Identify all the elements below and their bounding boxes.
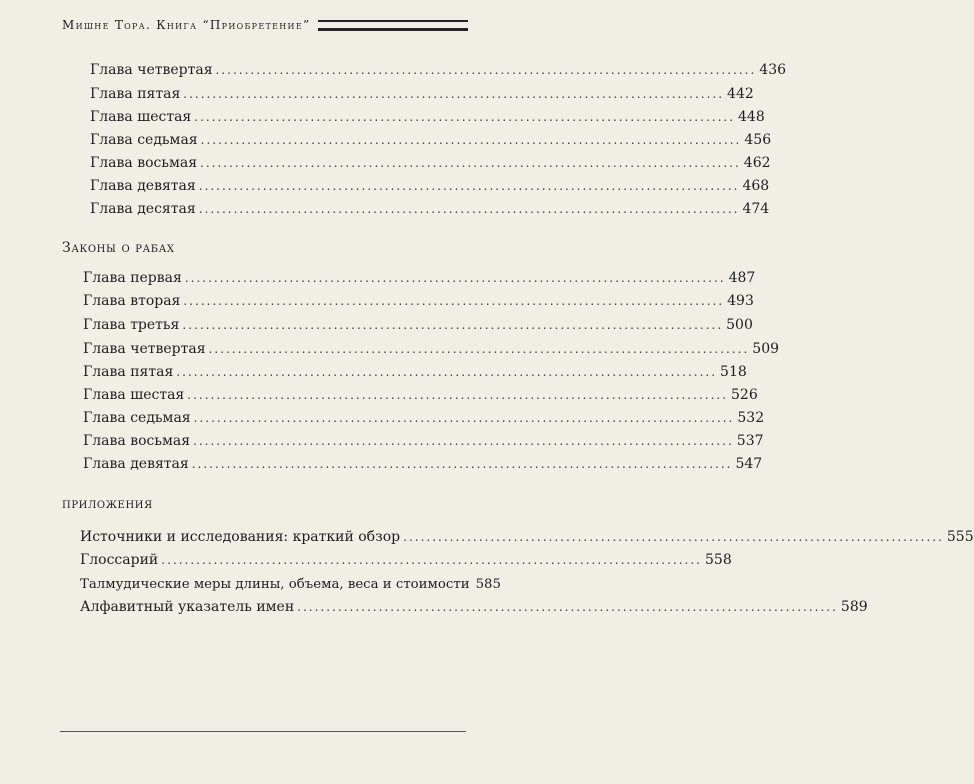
toc-entry-page: 436 (759, 62, 787, 78)
dot-leader: ............................................................................................. (191, 457, 733, 471)
dot-leader: ............................................................................................. (403, 530, 944, 544)
toc-entry-label: Глава пятая (90, 86, 181, 102)
dot-leader: ............................................................................................. (297, 600, 838, 614)
dot-leader: ............................................................................................. (182, 318, 724, 332)
dot-leader: ............................................................................................. (193, 434, 734, 448)
dot-leader: ............................................................................................. (200, 156, 741, 170)
toc-entry-page: 526 (731, 387, 758, 403)
toc-entry[interactable] (80, 597, 868, 617)
toc-entry-page: 442 (727, 86, 754, 102)
running-header (62, 18, 468, 32)
toc-entry[interactable] (83, 454, 763, 474)
toc-entry-page: 537 (736, 433, 764, 449)
toc-entry-label: Глава шестая (90, 109, 192, 125)
running-header-title: Мишне Тора. Книга “Приобретение” (62, 18, 311, 32)
toc-entry-label: Алфавитный указатель имен (80, 599, 295, 615)
dot-leader: ............................................................................................. (194, 110, 736, 124)
toc-entry[interactable] (90, 84, 754, 104)
toc-entry-page: 589 (840, 599, 868, 615)
toc-entry-page: 456 (744, 132, 772, 148)
toc-entry-label: Глава шестая (83, 387, 185, 403)
toc-entry-label: Глава четвертая (90, 62, 213, 78)
toc-entry[interactable] (83, 431, 764, 451)
toc-entry[interactable] (90, 199, 770, 219)
toc-entry[interactable] (83, 268, 756, 288)
toc-entry-label: Глава четвертая (83, 341, 206, 357)
toc-entry[interactable] (83, 315, 753, 335)
toc-entry-label: Глава восьмая (83, 433, 191, 449)
dot-leader: ............................................................................................. (184, 271, 726, 285)
toc-entry-label: Глава восьмая (90, 155, 198, 171)
toc-entry[interactable] (90, 107, 765, 127)
toc-entry-page: 555 (946, 529, 974, 545)
header-double-rule (318, 20, 468, 31)
toc-entry-label: Глава седьмая (90, 132, 198, 148)
dot-leader: ............................................................................................. (198, 202, 740, 216)
toc-entry-page: 585 (475, 577, 501, 592)
toc-entry-page: 500 (726, 317, 753, 333)
dot-leader: ............................................................................................. (198, 179, 740, 193)
toc-entry-page: 518 (720, 364, 747, 380)
toc-entry[interactable] (90, 153, 771, 173)
toc-entry-label: Источники и исследования: краткий обзор (80, 529, 401, 545)
toc-entry-label: Глава вторая (83, 293, 181, 309)
toc-entry[interactable] (80, 574, 501, 594)
toc-entry[interactable] (80, 550, 732, 570)
toc-entry-page: 474 (742, 201, 770, 217)
toc-entry-label: Глоссарий (80, 552, 159, 568)
dot-leader: ............................................................................................. (161, 553, 702, 567)
toc-entry-page: 448 (738, 109, 765, 125)
dot-leader: ............................................................................................. (215, 63, 757, 77)
toc-entry-label: Глава пятая (83, 364, 174, 380)
toc-entry-page: 487 (728, 270, 756, 286)
toc-entry-label: Глава девятая (83, 456, 189, 472)
toc-entry-label: Талмудические меры длины, объема, веса и стоимости (80, 577, 470, 592)
toc-entry[interactable] (83, 385, 758, 405)
toc-entry[interactable] (90, 130, 772, 150)
toc-entry-page: 532 (737, 410, 765, 426)
toc-entry-label: Глава третья (83, 317, 180, 333)
toc-entry-page: 468 (742, 178, 770, 194)
dot-leader: ............................................................................................. (200, 133, 742, 147)
toc-entry-label: Глава седьмая (83, 410, 191, 426)
toc-entry-page: 558 (705, 552, 732, 568)
toc-entry-page: 509 (752, 341, 780, 357)
dot-leader: ............................................................................................. (208, 342, 750, 356)
toc-entry[interactable] (90, 176, 770, 196)
toc-entry[interactable] (80, 527, 974, 547)
toc-entry-label: Глава первая (83, 270, 182, 286)
dot-leader: ............................................................................................. (183, 87, 725, 101)
toc-entry[interactable] (90, 60, 787, 80)
dot-leader: ............................................................................................. (187, 388, 729, 402)
toc-entry[interactable] (83, 291, 754, 311)
section-heading-appendices: приложения (62, 496, 153, 512)
toc-entry-label: Глава девятая (90, 178, 196, 194)
toc-entry[interactable] (83, 339, 780, 359)
dot-leader: ............................................................................................. (183, 294, 725, 308)
toc-entry-page: 547 (735, 456, 763, 472)
toc-entry-label: Глава десятая (90, 201, 196, 217)
dot-leader: ............................................................................................. (193, 411, 735, 425)
dot-leader: ............................................................................................. (176, 365, 718, 379)
toc-entry-page: 462 (743, 155, 771, 171)
toc-entry[interactable] (83, 362, 747, 382)
toc-entry[interactable] (83, 408, 765, 428)
footer-rule (60, 731, 466, 732)
toc-entry-page: 493 (727, 293, 754, 309)
section-heading-slaves: Законы о рабах (62, 240, 175, 256)
